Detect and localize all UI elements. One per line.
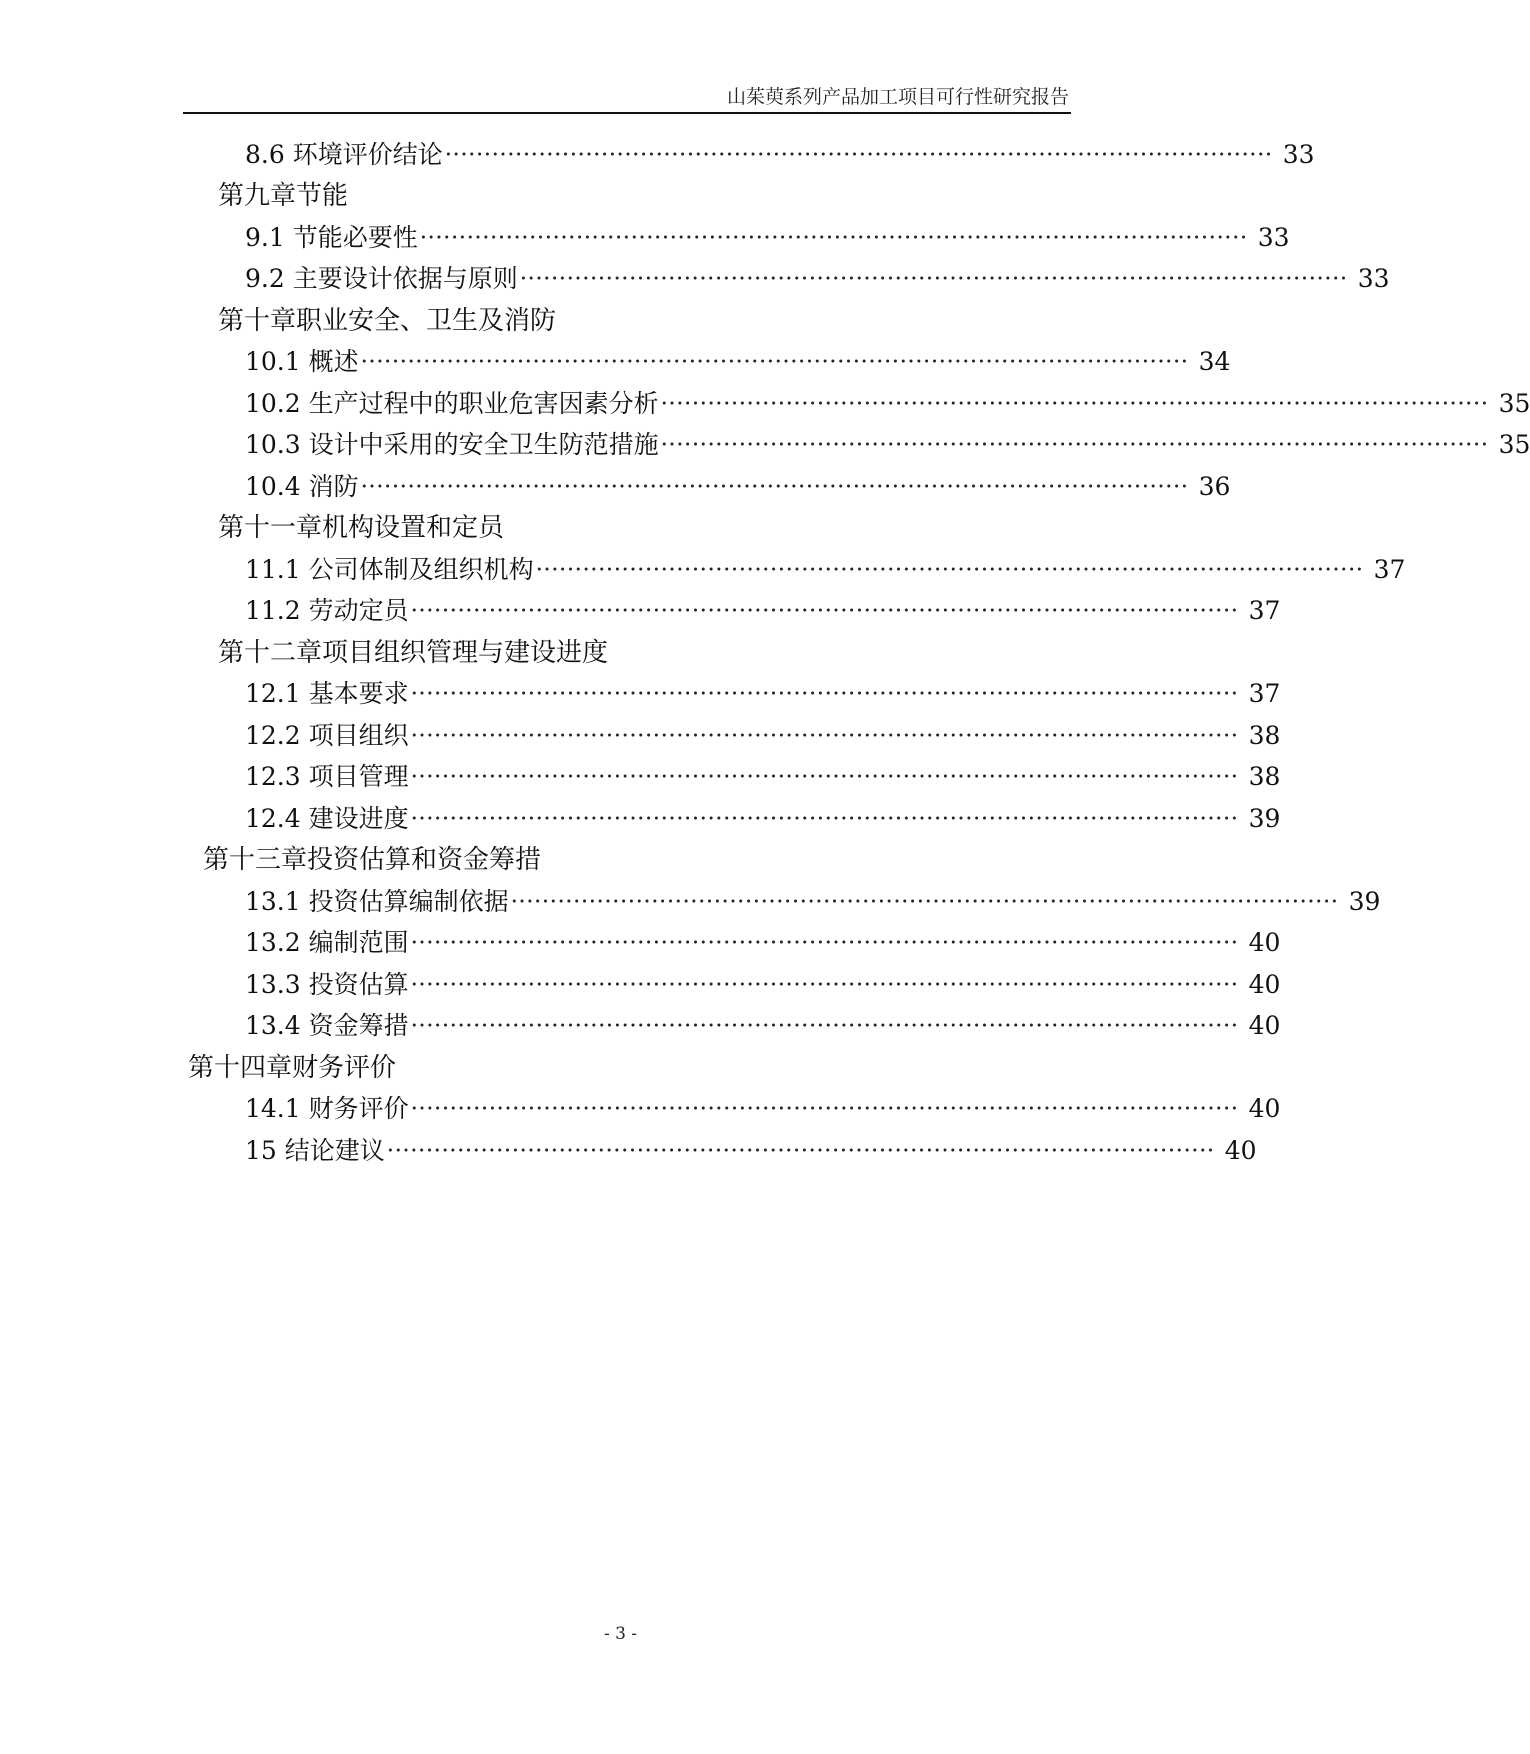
toc-dot-leader: ·········································································································· — [419, 225, 1248, 251]
toc-chapter-12[interactable] — [218, 638, 610, 668]
toc-dot-leader: ·········································································································· — [444, 142, 1273, 168]
toc-dot-leader: ·········································································································· — [410, 681, 1239, 707]
toc-entry-label: 13.4 资金筹措 — [245, 1011, 409, 1040]
toc-dot-leader: ·········································································································· — [535, 557, 1364, 583]
toc-chapter-9[interactable] — [218, 181, 350, 211]
toc-dot-leader: ·········································································································· — [360, 349, 1189, 375]
toc-entry-15[interactable] — [245, 1136, 1257, 1166]
toc-entry-10-2[interactable] — [245, 389, 1530, 419]
toc-entry-label: 12.4 建设进度 — [245, 804, 409, 833]
toc-entry-13-2[interactable] — [245, 928, 1281, 958]
toc-dot-leader: ·········································································································· — [510, 889, 1339, 915]
toc-page-number: 37 — [1248, 679, 1281, 708]
toc-entry-label: 12.3 项目管理 — [245, 762, 409, 791]
toc-page-number: 38 — [1248, 721, 1281, 750]
toc-entry-12-4[interactable] — [245, 804, 1281, 834]
toc-dot-leader: ·········································································································· — [410, 1096, 1239, 1122]
toc-dot-leader: ·········································································································· — [410, 598, 1239, 624]
toc-chapter-label: 第十三章投资估算和资金筹措 — [203, 845, 542, 875]
toc-page-number: 35 — [1498, 389, 1530, 418]
toc-entry-label: 8.6 环境评价结论 — [245, 140, 443, 169]
toc-entry-label: 13.3 投资估算 — [245, 970, 409, 999]
toc-dot-leader: ·········································································································· — [360, 474, 1189, 500]
toc-entry-14-1[interactable] — [245, 1094, 1281, 1124]
toc-entry-9-2[interactable] — [245, 264, 1390, 294]
toc-entry-label: 12.2 项目组织 — [245, 721, 409, 750]
toc-chapter-label: 第十章职业安全、卫生及消防 — [218, 306, 557, 336]
toc-entry-9-1[interactable] — [245, 223, 1290, 253]
toc-dot-leader: ·········································································································· — [410, 764, 1239, 790]
toc-page-number: 40 — [1248, 1094, 1281, 1123]
toc-dot-leader: ·········································································································· — [410, 972, 1239, 998]
toc-dot-leader: ·········································································································· — [410, 806, 1239, 832]
toc-entry-label: 14.1 财务评价 — [245, 1094, 409, 1123]
toc-page-number: 40 — [1248, 928, 1281, 957]
toc-page-number: 40 — [1248, 1011, 1281, 1040]
toc-dot-leader: ·········································································································· — [660, 391, 1489, 417]
toc-entry-label: 10.3 设计中采用的安全卫生防范措施 — [245, 430, 659, 459]
toc-entry-12-3[interactable] — [245, 762, 1281, 792]
toc-page-number: 36 — [1198, 472, 1231, 501]
toc-entry-label: 13.1 投资估算编制依据 — [245, 887, 509, 916]
toc-entry-10-4[interactable] — [245, 472, 1231, 502]
running-header-title: 山茱萸系列产品加工项目可行性研究报告 — [726, 86, 1069, 108]
toc-chapter-11[interactable] — [218, 513, 506, 543]
toc-entry-label: 13.2 编制范围 — [245, 928, 409, 957]
toc-chapter-label: 第九章节能 — [218, 181, 349, 211]
toc-page-number: 34 — [1198, 347, 1231, 376]
toc-dot-leader: ·········································································································· — [386, 1138, 1215, 1164]
toc-chapter-13[interactable] — [203, 845, 543, 875]
toc-entry-label: 11.1 公司体制及组织机构 — [245, 555, 534, 584]
toc-dot-leader: ·········································································································· — [660, 432, 1489, 458]
toc-entry-10-1[interactable] — [245, 347, 1231, 377]
toc-chapter-14[interactable] — [188, 1053, 398, 1083]
toc-dot-leader: ·········································································································· — [410, 723, 1239, 749]
toc-entry-label: 10.1 概述 — [245, 347, 359, 376]
toc-entry-13-4[interactable] — [245, 1011, 1281, 1041]
toc-entry-12-2[interactable] — [245, 721, 1281, 751]
toc-entry-label: 11.2 劳动定员 — [245, 596, 409, 625]
page-number: - 3 - — [603, 1624, 638, 1644]
toc-chapter-label: 第十二章项目组织管理与建设进度 — [218, 638, 609, 668]
toc-page-number: 40 — [1224, 1136, 1257, 1165]
toc-entry-label: 15 结论建议 — [245, 1136, 385, 1165]
toc-entry-11-1[interactable] — [245, 555, 1406, 585]
toc-page-number: 39 — [1248, 804, 1281, 833]
toc-page-number: 35 — [1498, 430, 1530, 459]
toc-entry-13-1[interactable] — [245, 887, 1381, 917]
toc-page-number: 37 — [1373, 555, 1406, 584]
toc-entry-12-1[interactable] — [245, 679, 1281, 709]
toc-page-number: 39 — [1348, 887, 1381, 916]
toc-entry-label: 10.2 生产过程中的职业危害因素分析 — [245, 389, 659, 418]
toc-entry-13-3[interactable] — [245, 970, 1281, 1000]
toc-entry-label: 9.1 节能必要性 — [245, 223, 418, 252]
toc-page-number: 38 — [1248, 762, 1281, 791]
toc-dot-leader: ·········································································································· — [410, 1013, 1239, 1039]
toc-page-number: 33 — [1257, 223, 1290, 252]
toc-chapter-label: 第十四章财务评价 — [188, 1053, 397, 1083]
toc-entry-10-3[interactable] — [245, 430, 1530, 460]
toc-page-number: 37 — [1248, 596, 1281, 625]
toc-entry-label: 9.2 主要设计依据与原则 — [245, 264, 518, 293]
toc-chapter-label: 第十一章机构设置和定员 — [218, 513, 505, 543]
toc-entry-8-6[interactable] — [245, 140, 1315, 170]
toc-entry-label: 12.1 基本要求 — [245, 679, 409, 708]
toc-chapter-10[interactable] — [218, 306, 558, 336]
toc-dot-leader: ·········································································································· — [519, 266, 1348, 292]
toc-dot-leader: ·········································································································· — [410, 930, 1239, 956]
toc-page-number: 33 — [1357, 264, 1390, 293]
toc-entry-11-2[interactable] — [245, 596, 1281, 626]
toc-page-number: 33 — [1282, 140, 1315, 169]
toc-page-number: 40 — [1248, 970, 1281, 999]
toc-entry-label: 10.4 消防 — [245, 472, 359, 501]
